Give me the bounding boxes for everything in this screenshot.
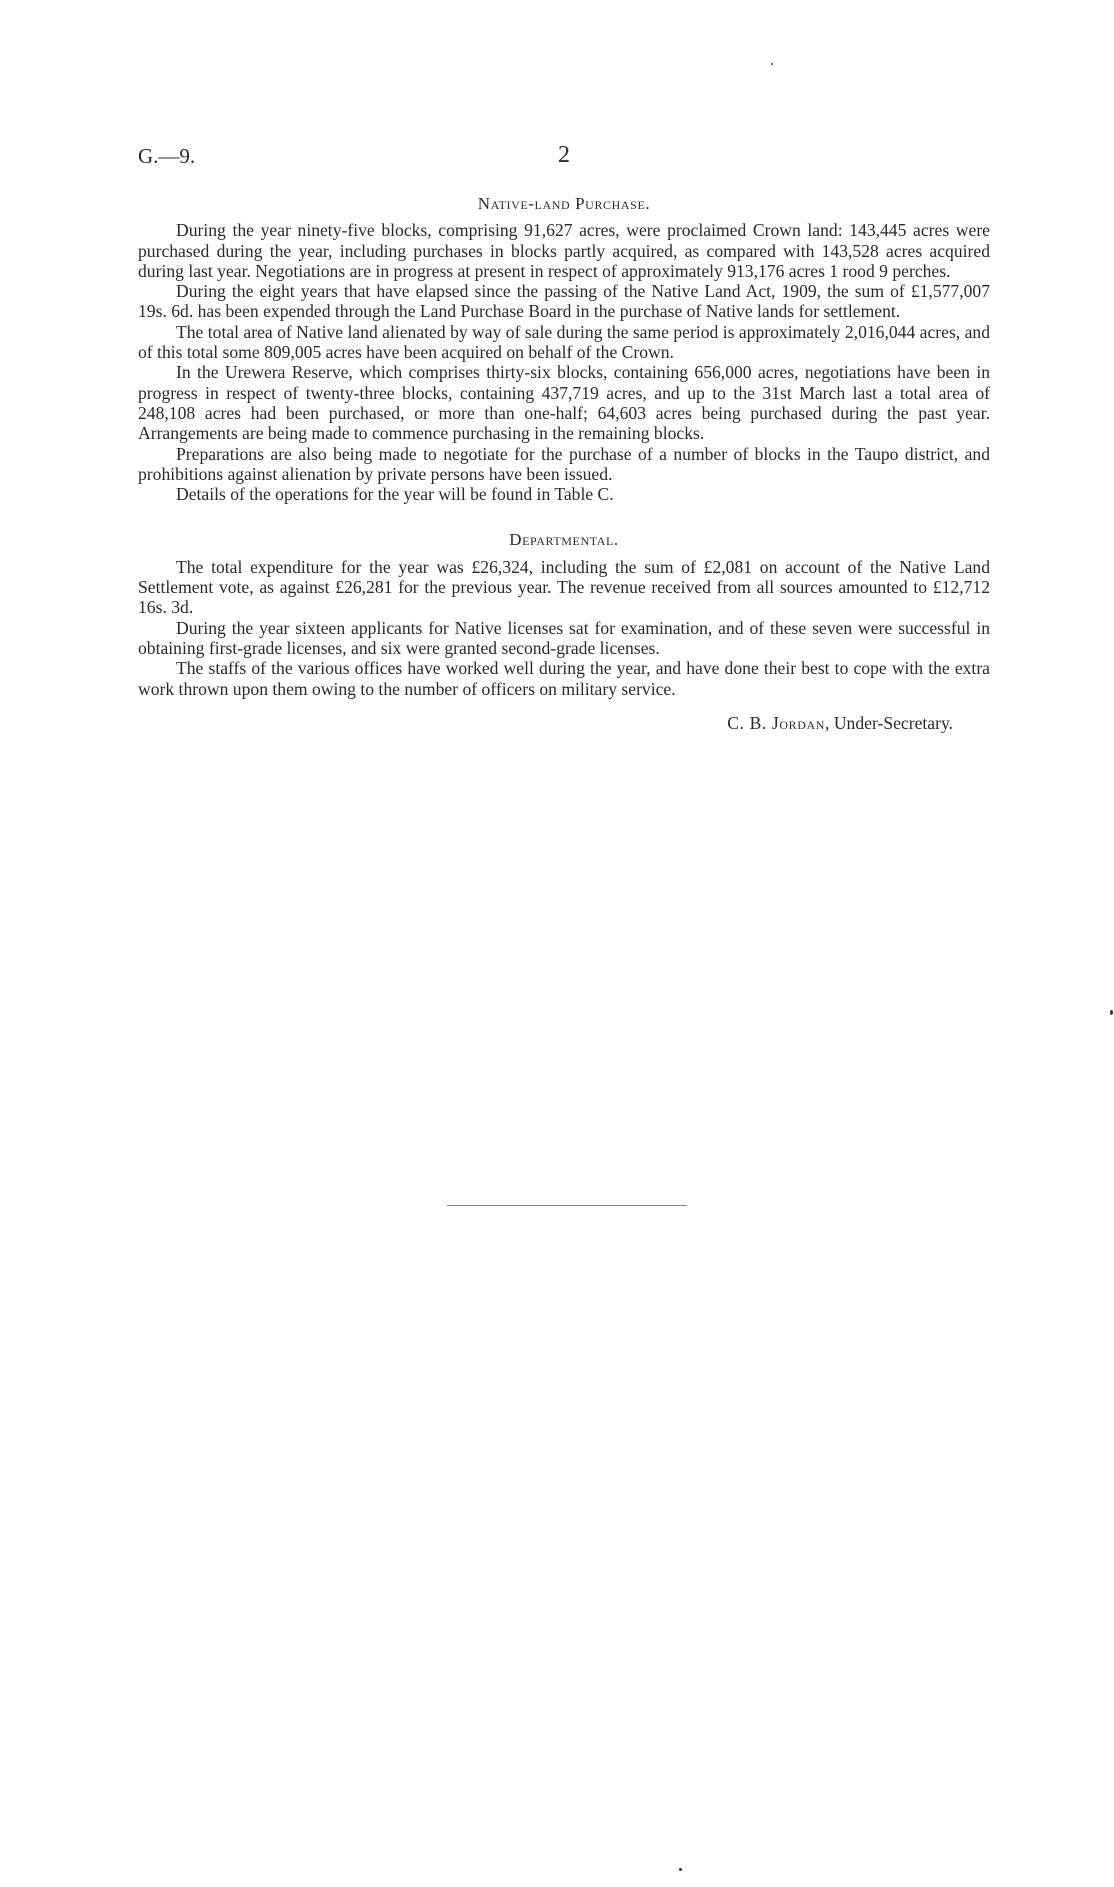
scan-speck xyxy=(771,63,773,65)
paragraph: During the eight years that have elapsed since the passing of the Native Land Act, 1909, the sum of £1,577,007 19s. 6d. has been expended through the Land Purchase Board in the purchase of Native lands for settlement. xyxy=(138,281,990,322)
paragraph: Details of the operations for the year will be found in Table C. xyxy=(176,484,614,505)
paragraph: During the year sixteen applicants for Native licenses sat for examination, and of these seven were successful in obtaining first-grade licenses, and six were granted second-grade licenses. xyxy=(138,617,990,658)
page-header xyxy=(138,144,988,174)
section-heading-native-land-purchase: Native-land Purchase. xyxy=(477,194,651,213)
signatory-title: , Under-Secretary. xyxy=(825,712,953,733)
paragraph: Preparations are also being made to negotiate for the purchase of a number of blocks in the Taupo district, and prohibitions against alienation by private persons have been issued. xyxy=(138,443,990,484)
document-body xyxy=(138,194,990,733)
paragraph: The total area of Native land alienated by way of sale during the same period is approximately 2,016,044 acres, and of this total some 809,005 acres have been acquired on behalf of the Crown. xyxy=(138,321,990,363)
paragraph: During the year ninety-five blocks, comprising 91,627 acres, were proclaimed Crown land: 143,445 acres were purchased during the year, including purchases in blocks partly acquired, as compared with 143,528 acres acquired during last year. Negotiations are in progress at present in respect of approximately 913,176 acres 1 rood 9 perches. xyxy=(138,220,990,281)
paragraph: The staffs of the various offices have worked well during the year, and have done their best to cope with the extra work thrown upon them owing to the number of officers on military service. xyxy=(138,658,990,699)
closing-rule xyxy=(447,1205,687,1206)
paragraph: In the Urewera Reserve, which comprises thirty-six blocks, containing 656,000 acres, negotiations have been in progress in respect of twenty-three blocks, containing 437,719 acres, and up to the 31st March last a total area of 248,108 acres had been purchased, or more than one-half; 64,603 acres being purchased during the past year. Arrangements are being made to commence purchasing in the remaining blocks. xyxy=(138,362,990,444)
document-reference: G.—9. xyxy=(138,144,196,168)
section-heading-departmental: Departmental. xyxy=(509,530,619,550)
signatory-name: C. B. Jordan xyxy=(727,712,826,733)
scan-speck xyxy=(1110,1010,1113,1015)
page-number: 2 xyxy=(558,142,570,168)
paragraph: The total expenditure for the year was £26,324, including the sum of £2,081 on account of the Native Land Settlement vote, as against £26,281 for the previous year. The revenue received from all sources amounted to £12,712 16s. 3d. xyxy=(138,556,990,618)
scan-speck xyxy=(679,1868,682,1871)
signature-block xyxy=(138,713,990,733)
